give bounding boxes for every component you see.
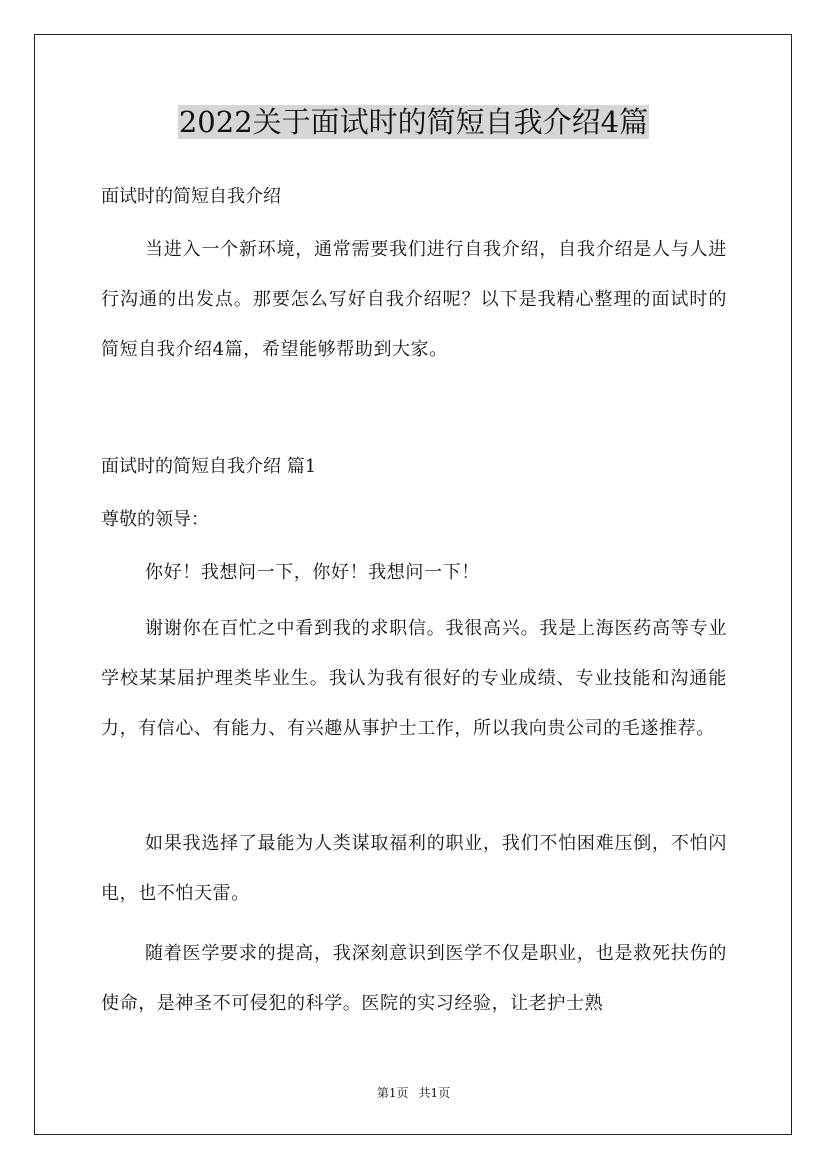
body-paragraph-2: 如果我选择了最能为人类谋取福利的职业，我们不怕困难压倒，不怕闪电，也不怕天雷。 bbox=[101, 833, 727, 904]
intro-paragraph: 当进入一个新环境，通常需要我们进行自我介绍，自我介绍是人与人进行沟通的出发点。那要怎么写好自我介绍呢？以下是我精心整理的面试时的简短自我介绍4篇，希望能够帮助到大家。 bbox=[101, 239, 727, 360]
subtitle: 面试时的简短自我介绍 bbox=[101, 186, 281, 207]
section1-heading: 面试时的简短自我介绍 篇1 bbox=[101, 456, 317, 477]
body-paragraph-3: 随着医学要求的提高，我深刻意识到医学不仅是职业，也是救死扶伤的使命，是神圣不可侵犯的科学。医院的实习经验，让老护士熟 bbox=[101, 943, 727, 1014]
salutation: 尊敬的领导： bbox=[101, 509, 209, 530]
document-title-text: 2022关于面试时的简短自我介绍4篇 bbox=[178, 105, 649, 139]
greeting-paragraph: 你好！我想问一下，你好！我想问一下！ bbox=[145, 562, 480, 583]
body-paragraph-1: 谢谢你在百忙之中看到我的求职信。我很高兴。我是上海医药高等专业学校某某届护理类毕业生。我认为我有很好的专业成绩、专业技能和沟通能力，有信心、有能力、有兴趣从事护士工作，所以我向贵公司的毛遂推荐。 bbox=[101, 618, 727, 739]
page-total: 共1页 bbox=[418, 1086, 451, 1100]
page-number: 第1页 bbox=[376, 1086, 409, 1100]
document-title bbox=[0, 102, 827, 142]
page-footer bbox=[0, 1084, 827, 1101]
